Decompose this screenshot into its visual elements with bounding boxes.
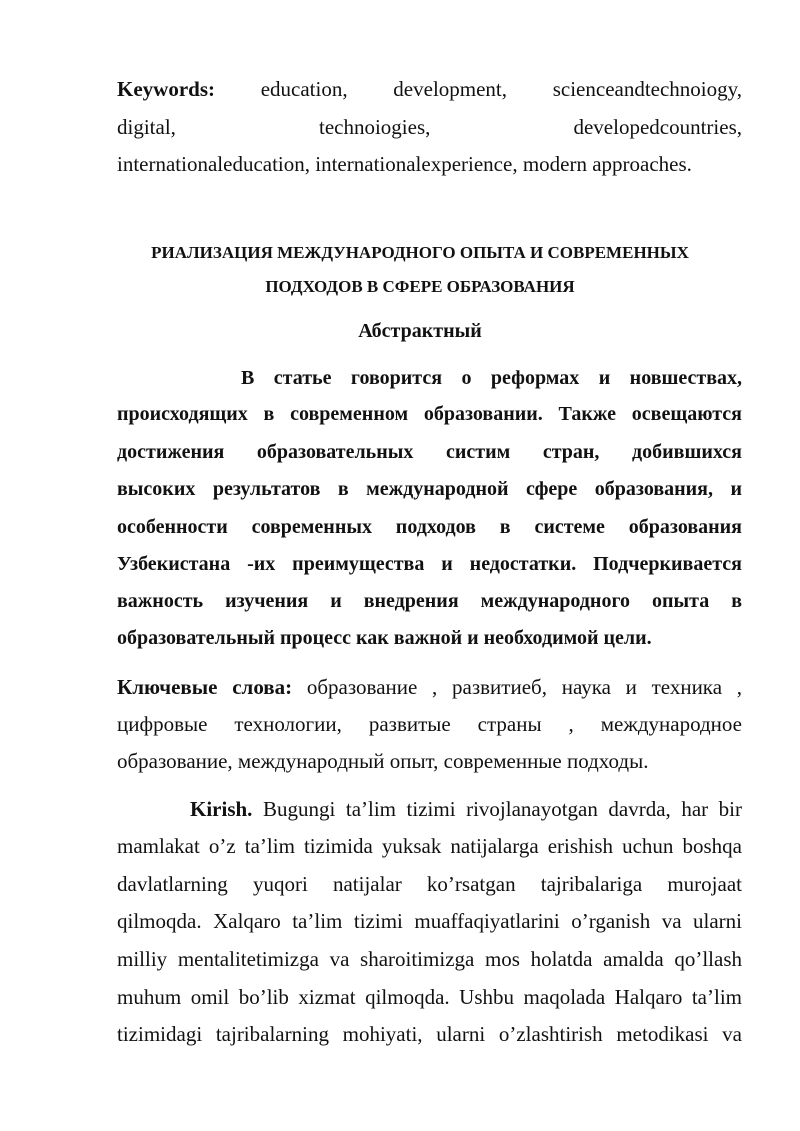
abstract-line: особенности современных подходов в системе образования — [117, 516, 742, 538]
article-title-line-2: ПОДХОДОВ В СФЕРЕ ОБРАЗОВАНИЯ — [265, 277, 575, 296]
intro-label: Kirish. — [190, 797, 253, 821]
abstract-line: происходящих в современном образовании. Также освещаются — [117, 403, 742, 425]
intro-line-1 — [117, 797, 742, 821]
abstract-line: В статье говорится о реформах и новшествах, — [241, 367, 742, 389]
keywords-ru-line-2: цифровые технологии, развитые страны , международное — [117, 712, 742, 736]
keywords-ru-line-1 — [117, 675, 742, 699]
article-title-line-1: РИАЛИЗАЦИЯ МЕЖДУНАРОДНОГО ОПЫТА И СОВРЕМЕННЫХ — [151, 243, 689, 262]
abstract-line: важность изучения и внедрения международного опыта в — [117, 590, 742, 612]
keywords-en-term: education, — [260, 77, 348, 101]
keywords-ru-text: образование , развитиеб, наука и техника , — [306, 675, 742, 699]
abstract-line: достижения образовательных систим стран, добившихся — [117, 441, 742, 463]
abstract-line: образовательный процесс как важной и необходимой цели. — [117, 627, 652, 649]
keywords-en-term: development, — [393, 77, 508, 101]
keywords-en-term: scienceandtechnoiogy, — [552, 77, 743, 101]
abstract-line: Узбекистана -их преимущества и недостатки. Подчеркивается — [117, 553, 742, 575]
keywords-en-line-1 — [117, 77, 742, 101]
keywords-ru-label: Ключевые слова: — [117, 675, 293, 699]
keywords-en-term: digital, — [117, 115, 176, 139]
intro-line: davlatlarning yuqori natijalar ko’rsatgan tajribalariga murojaat — [117, 872, 742, 896]
intro-line: tizimidagi tajribalarning mohiyati, ularni o’zlashtirish metodikasi va — [117, 1022, 742, 1046]
keywords-en-term: developedcountries, — [573, 115, 742, 139]
intro-line: qilmoqda. Xalqaro ta’lim tizimi muaffaqiyatlarini o’rganish va ularni — [117, 909, 742, 933]
abstract-line: высоких результатов в международной сфере образования, и — [117, 478, 742, 500]
keywords-en-line-3: internationaleducation, internationalexperience, modern approaches. — [117, 152, 692, 176]
intro-line: muhum omil bo’lib xizmat qilmoqda. Ushbu maqolada Halqaro ta’lim — [117, 985, 742, 1009]
keywords-en-term: technoiogies, — [319, 115, 431, 139]
abstract-heading: Абстрактный — [358, 320, 482, 342]
intro-line: mamlakat o’z ta’lim tizimida yuksak natijalarga erishish uchun boshqa — [117, 834, 742, 858]
keywords-en-line-2 — [117, 115, 742, 139]
intro-line: milliy mentalitetimizga va sharoitimizga mos holatda amalda qo’llash — [117, 947, 742, 971]
keywords-ru-line-3: образование, международный опыт, современные подходы. — [117, 749, 649, 773]
keywords-en-label: Keywords: — [117, 77, 215, 101]
intro-text: Bugungi ta’lim tizimi rivojlanayotgan davrda, har bir — [262, 797, 743, 821]
